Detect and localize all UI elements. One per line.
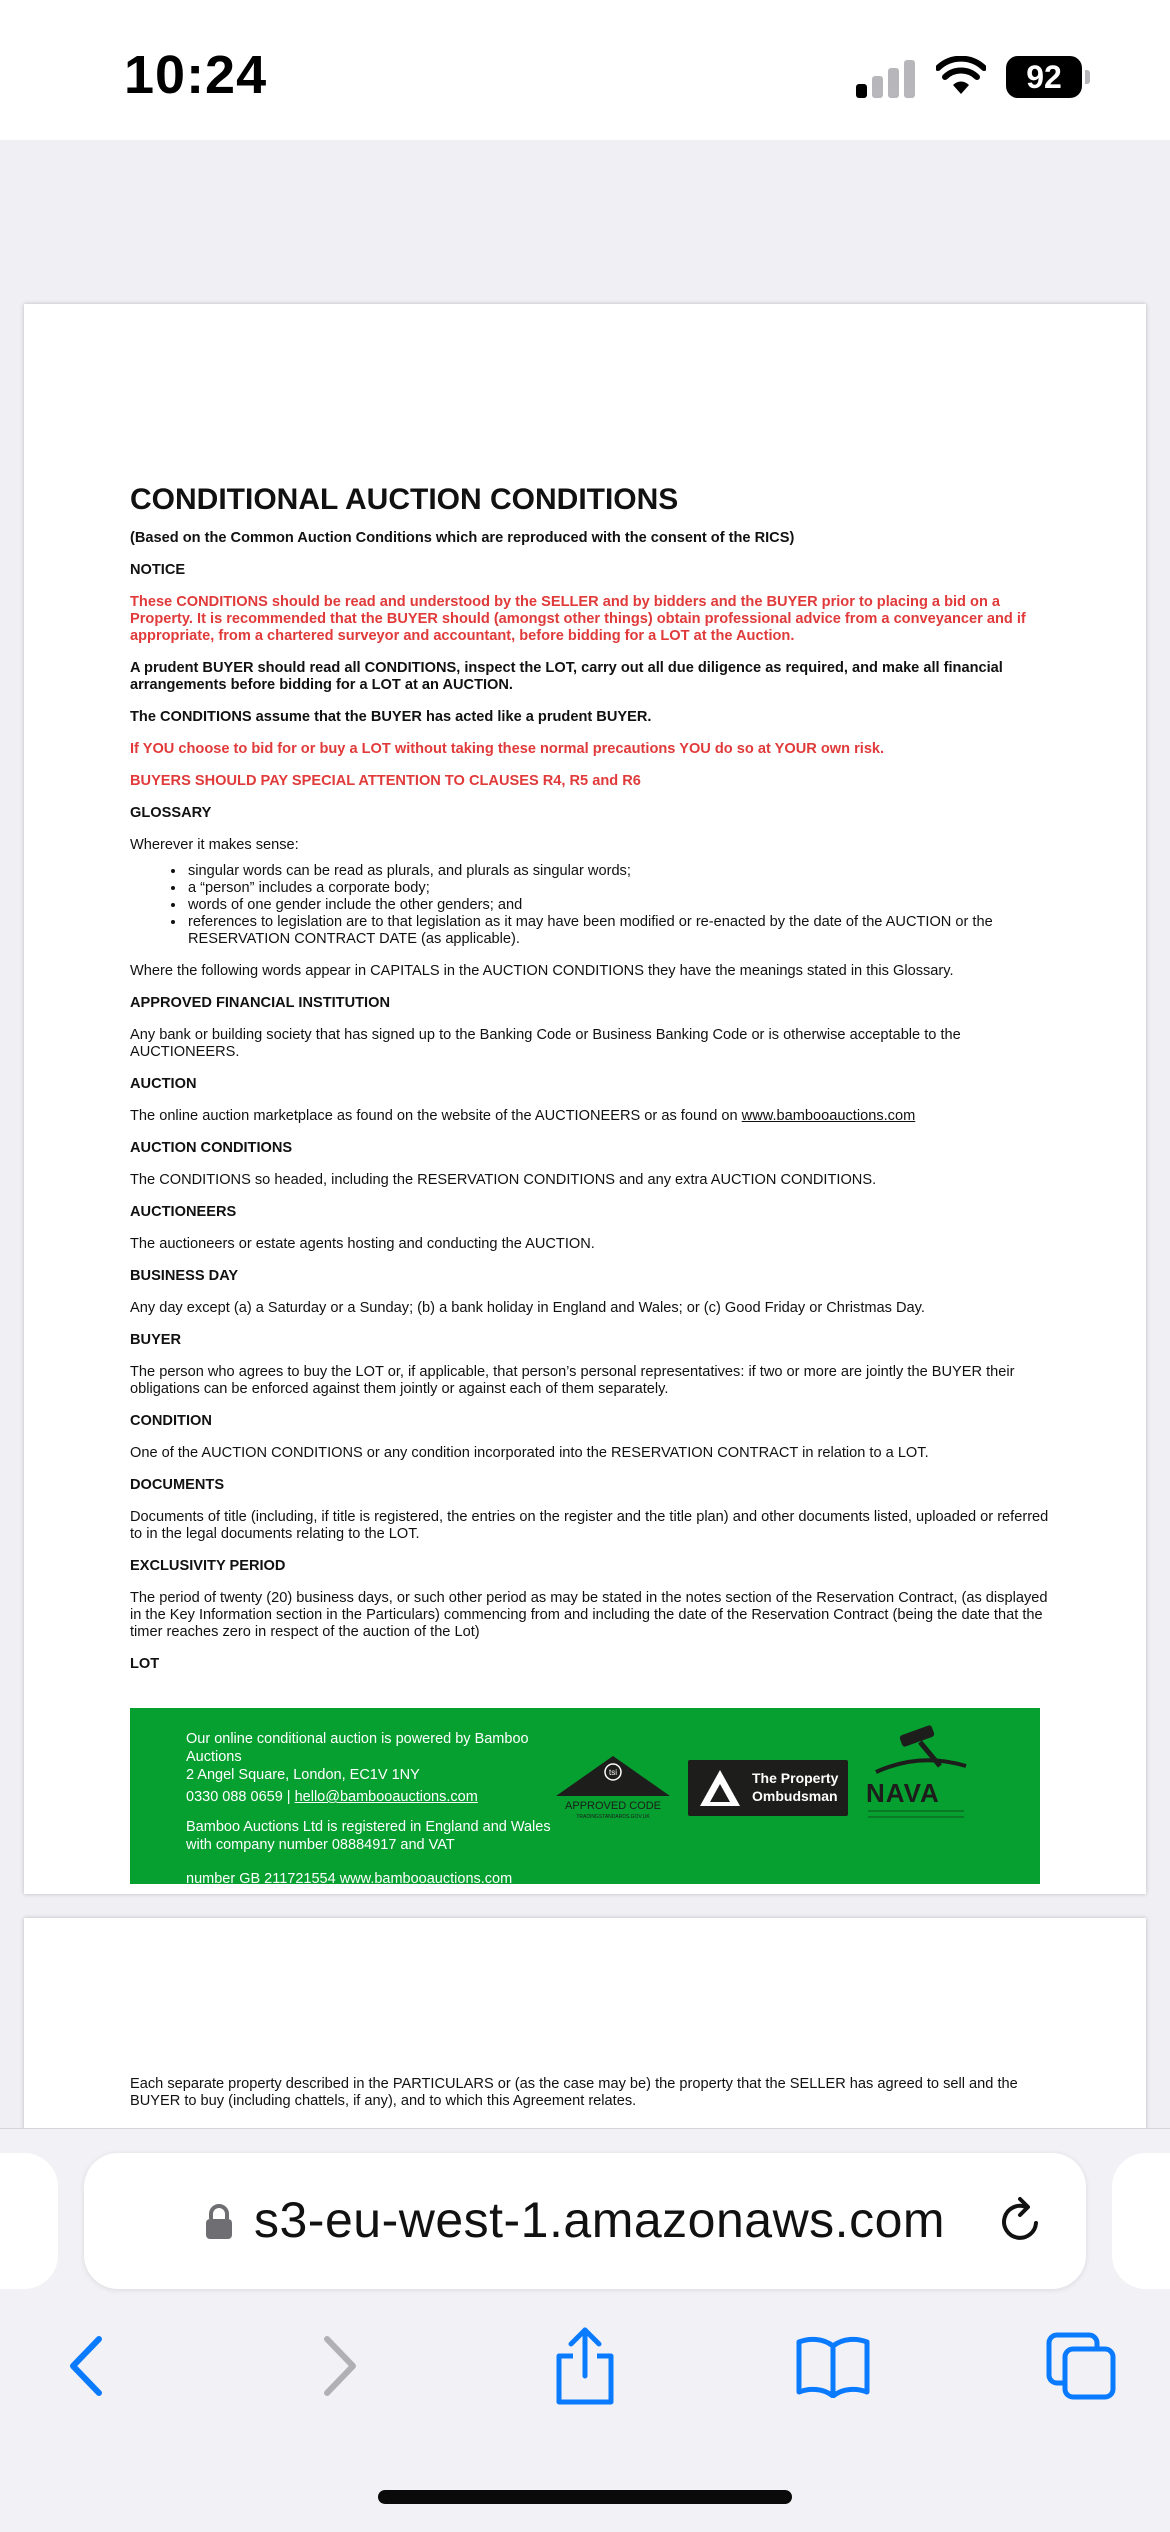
term-heading: LOT: [130, 1656, 160, 1672]
term-definition: One of the AUCTION CONDITIONS or any condition incorporated into the RESERVATION CONTRACT in relation to a LOT.: [130, 1445, 929, 1461]
term-definition: The person who agrees to buy the LOT or, if applicable, that person’s personal representatives: if two or more are jointly the BUYER their obligations can be enforced against them jointly or against each of them separately.: [130, 1364, 1015, 1397]
term-heading: BUYER: [130, 1332, 182, 1348]
list-item: • a “person” includes a corporate body;: [186, 880, 1062, 897]
tabs-icon: [1045, 2331, 1117, 2401]
footer-email-link[interactable]: hello@bambooauctions.com: [294, 1789, 478, 1805]
list-item: • singular words can be read as plurals, and plurals as singular words;: [186, 863, 1062, 880]
previous-tab-peek[interactable]: [0, 2153, 58, 2289]
share-button[interactable]: [540, 2326, 630, 2406]
property-ombudsman-logo: [688, 1760, 848, 1816]
document-subtitle: (Based on the Common Auction Conditions which are reproduced with the consent of the RICS): [130, 530, 795, 546]
share-icon: [553, 2326, 617, 2406]
lock-icon: [204, 2203, 234, 2241]
address-bar[interactable]: [84, 2153, 1086, 2289]
nava-logo: [862, 1722, 972, 1832]
term-heading: DOCUMENTS: [130, 1477, 225, 1493]
term-heading: EXCLUSIVITY PERIOD: [130, 1558, 286, 1574]
footer-registered: Bamboo Auctions Ltd is registered in England and Wales with company number 08884917 and VAT: [186, 1819, 551, 1853]
url-text: s3-eu-west-1.amazonaws.com: [254, 2192, 946, 2248]
pdf-page-2[interactable]: [24, 1918, 1146, 2138]
chevron-right-icon: [317, 2333, 361, 2399]
term-definition: The CONDITIONS so headed, including the RESERVATION CONDITIONS and any extra AUCTION CONDITIONS.: [130, 1172, 877, 1188]
bookmarks-button[interactable]: [788, 2326, 878, 2406]
status-bar: [0, 0, 1170, 140]
wifi-icon: [936, 56, 986, 96]
bamboo-auctions-link[interactable]: www.bambooauctions.com: [741, 1108, 916, 1124]
glossary-bullets: [186, 863, 1062, 948]
tpo-logo-text: The Property Ombudsman: [752, 1770, 839, 1804]
term-definition: The period of twenty (20) business days, or such other period as may be stated in the notes section of the Reservation Contract, (as displayed in the Key Information section in the Particulars) commencing from and including the date of the Reservation Contract (being the date that the timer reaches zero in respect of the auction of the Lot): [130, 1590, 1048, 1640]
assume-text: The CONDITIONS assume that the BUYER has acted like a prudent BUYER.: [130, 709, 652, 725]
svg-text:TRADINGSTANDARDS.GOV.UK: TRADINGSTANDARDS.GOV.UK: [576, 1814, 650, 1820]
risk-warning: If YOU choose to bid for or buy a LOT without taking these normal precautions YOU do so at YOUR own risk.: [130, 741, 885, 757]
list-item: • references to legislation are to that legislation as it may have been modified or re-enacted by the date of the AUCTION or the RESERVATION CONTRACT DATE (as applicable).: [186, 914, 1062, 948]
term-definition: Any bank or building society that has signed up to the Banking Code or Business Banking Code or is otherwise acceptable to the AUCTIONEERS.: [130, 1027, 961, 1060]
prudent-buyer-text: A prudent BUYER should read all CONDITIONS, inspect the LOT, carry out all due diligence as required, and make all financial arrangements before bidding for a LOT at an AUCTION.: [130, 660, 1003, 693]
chevron-left-icon: [65, 2333, 109, 2399]
battery-icon: [1006, 56, 1090, 98]
footer-powered-by: Our online conditional auction is powered by Bamboo Auctions: [186, 1731, 529, 1765]
term-heading: AUCTION CONDITIONS: [130, 1140, 293, 1156]
term-heading: AUCTIONEERS: [130, 1204, 237, 1220]
footer-address: 2 Angel Square, London, EC1V 1NY: [186, 1767, 420, 1783]
forward-button[interactable]: [294, 2326, 384, 2406]
glossary-heading: GLOSSARY: [130, 805, 212, 821]
lot-definition: Each separate property described in the PARTICULARS or (as the case may be) the property that the SELLER has agreed to sell and the BUYER to buy (including chattels, if any), and to which this Agreement relates.: [130, 2076, 1018, 2109]
svg-text:APPROVED CODE: APPROVED CODE: [565, 1800, 661, 1812]
footer-vat: number GB 211721554 www.bambooauctions.com: [186, 1871, 513, 1887]
term-heading: AUCTION: [130, 1076, 197, 1092]
nava-logo-text: NAVA: [866, 1778, 940, 1808]
book-icon: [795, 2334, 871, 2398]
term-heading: CONDITION: [130, 1413, 212, 1429]
footer-contact: 0330 088 0659 | hello@bambooauctions.com: [186, 1789, 478, 1805]
term-heading: APPROVED FINANCIAL INSTITUTION: [130, 995, 390, 1011]
tabs-button[interactable]: [1036, 2326, 1126, 2406]
pdf-page-1[interactable]: [24, 304, 1146, 1894]
notice-heading: NOTICE: [130, 562, 186, 578]
svg-text:tsi: tsi: [609, 1768, 617, 1777]
notice-warning: These CONDITIONS should be read and understood by the SELLER and by bidders and the BUYER prior to placing a bid on a Property. It is recommended that the BUYER should (amongst other things) obtain professional advice from a conveyancer and if appropriate, from a chartered surveyor and accountant, before bidding for a LOT at the Auction.: [130, 594, 1026, 644]
footer-text: [186, 1730, 566, 1887]
term-definition: Documents of title (including, if title is registered, the entries on the register and the title plan) and other documents listed, uploaded or referred to in the legal documents relating to the LOT.: [130, 1509, 1049, 1542]
back-button[interactable]: [42, 2326, 132, 2406]
next-tab-peek[interactable]: [1112, 2153, 1170, 2289]
glossary-intro: Wherever it makes sense:: [130, 837, 299, 853]
home-indicator: [378, 2490, 792, 2504]
battery-level: 92: [1006, 56, 1082, 98]
term-definition: Any day except (a) a Saturday or a Sunday; (b) a bank holiday in England and Wales; or (c) Good Friday or Christmas Day.: [130, 1300, 925, 1316]
document-title: CONDITIONAL AUCTION CONDITIONS: [130, 483, 679, 516]
cellular-signal-icon: [856, 58, 916, 98]
bamboo-footer-banner: [130, 1708, 1040, 1887]
status-time: 10:24: [124, 45, 268, 105]
term-definition: The auctioneers or estate agents hosting and conducting the AUCTION.: [130, 1236, 595, 1252]
list-item: • words of one gender include the other genders; and: [186, 897, 1062, 914]
tsi-approved-code-logo: [550, 1752, 676, 1822]
term-heading: BUSINESS DAY: [130, 1268, 239, 1284]
term-definition: The online auction marketplace as found on the website of the AUCTIONEERS or as found on www.bambooauctions.com: [130, 1108, 916, 1124]
page-content: [130, 482, 1062, 1688]
capitals-note: Where the following words appear in CAPITALS in the AUCTION CONDITIONS they have the meanings stated in this Glossary.: [130, 963, 954, 979]
footer-website-link[interactable]: www.bambooauctions.com: [339, 1871, 513, 1887]
clauses-warning: BUYERS SHOULD PAY SPECIAL ATTENTION TO CLAUSES R4, R5 and R6: [130, 773, 641, 789]
reload-icon[interactable]: [992, 2193, 1048, 2249]
